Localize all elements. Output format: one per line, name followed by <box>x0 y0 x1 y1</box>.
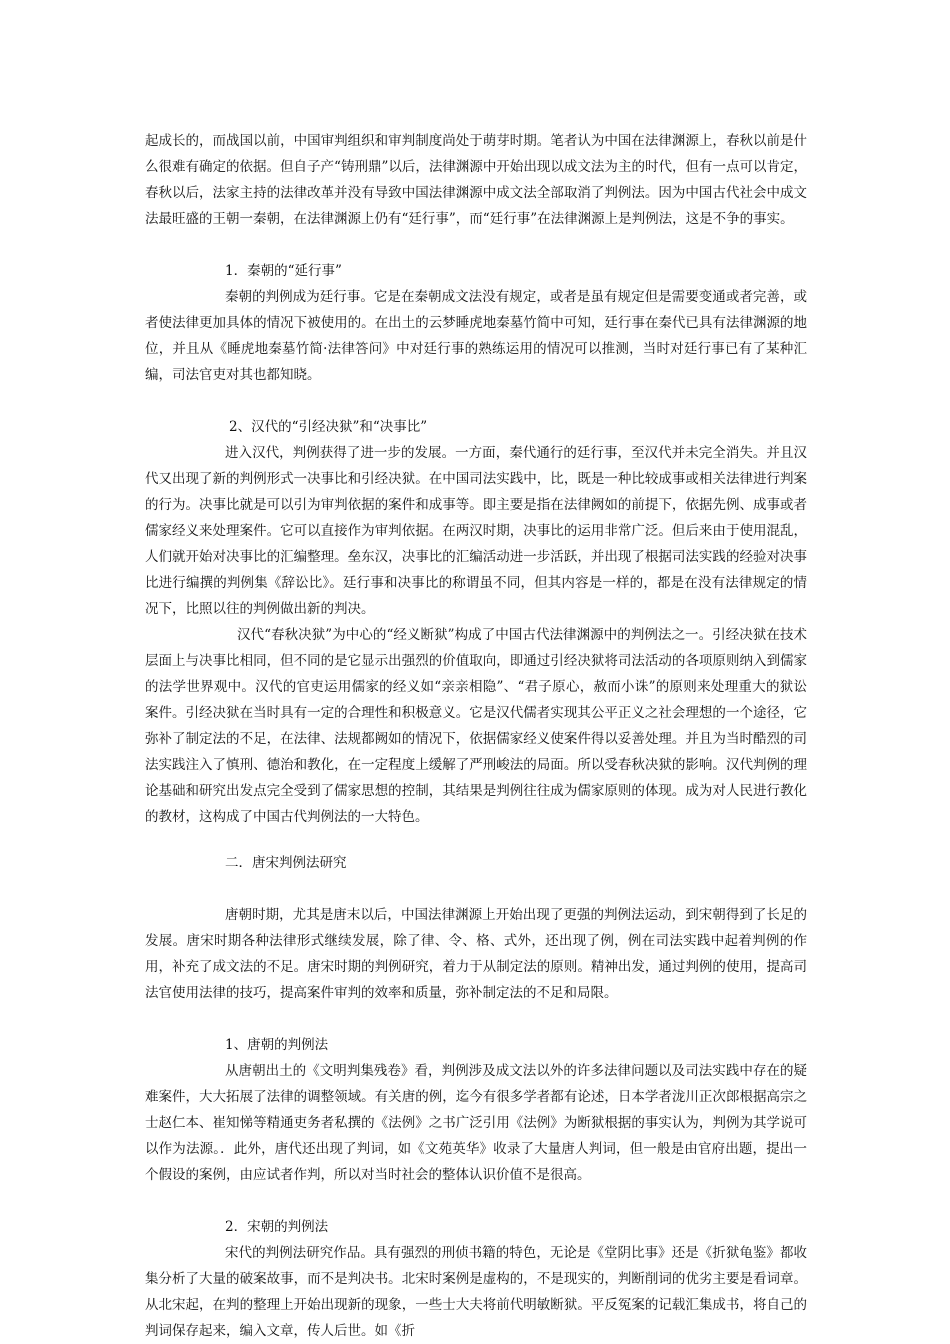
spacer <box>145 876 807 902</box>
spacer <box>145 1188 807 1214</box>
paragraph-intro: 起成长的，而战国以前，中国审判组织和审判制度尚处于萌芽时期。笔者认为中国在法律渊源上，春秋以前是什么很难有确定的依据。但自子产“铸刑鼎”以后，法律渊源中开始出现以成文法为主的时代，但有一点可以肯定，春秋以后，法家主持的法律改革并没有导致中国法律渊源中成文法全部取消了判例法。因为中国古代社会中成文法最旺盛的王朝一秦朝，在法律渊源上仍有“廷行事”，而“廷行事”在法律渊源上是判例法，这是不争的事实。 <box>145 133 807 227</box>
section-heading-han: 2、汉代的“引经决狱”和“决事比” <box>229 419 428 435</box>
spacer <box>145 232 807 258</box>
paragraph-han-1: 进入汉代，判例获得了进一步的发展。一方面，秦代通行的廷行事，至汉代并未完全消失。并且汉代又出现了新的判例形式一决事比和引经决狱。在中国司法实践中，比，既是一种比较成事或相关法律进行判案的行为。决事比就是可以引为审判依据的案件和成事等。即主要是指在法律阙如的前提下，依据先例、成事或者儒家经义来处理案件。它可以直接作为审判依据。在两汉时期，决事比的运用非常广泛。但后来由于使用混乱，人们就开始对决事比的汇编整理。垒东汉，决事比的汇编活动进一步活跃，并出现了根据司法实践的经验对决事比进行编撰的判例集《辞讼比》。廷行事和决事比的称谓虽不同，但其内容是一样的，都是在没有法律规定的情况下，比照以往的判例做出新的判决。 <box>145 445 807 617</box>
paragraph-qin: 秦朝的判例成为廷行事。它是在秦朝成文法没有规定，或者是虽有规定但是需要变通或者完善，或者使法律更加具体的情况下被使用的。在出土的云梦睡虎地秦墓竹简中可知，廷行事在秦代已具有法律渊源的地位，并且从《睡虎地秦墓竹简·法律答问》中对廷行事的熟练运用的情况可以推测，当时对廷行事已有了某种汇编，司法官吏对其也都知晓。 <box>145 289 807 383</box>
paragraph-han-2: 汉代“春秋决狱”为中心的“经义断狱”构成了中国古代法律渊源中的判例法之一。引经决狱在技术层面上与决事比相同，但不同的是它显示出强烈的价值取向，即通过引经决狱将司法活动的各项原则纳入到儒家的法学世界观中。汉代的官吏运用儒家的经义如“亲亲相隐”、“君子原心，赦而小诛”的原则来处理重大的狱讼案件。引经决狱在当时具有一定的合理性和积极意义。它是汉代儒者实现其公平正义之社会理想的一个途径，它弥补了制定法的不足，在法律、法规都阙如的情况下，依据儒家经义使案件得以妥善处理。并且为当时酷烈的司法实践注入了慎刑、德治和教化，在一定程度上缓解了严刑峻法的局面。所以受春秋决狱的影响。汉代判例的理论基础和研究出发点完全受到了儒家思想的控制，其结果是判例往往成为儒家原则的体现。成为对人民进行教化的教材，这构成了中国古代判例法的一大特色。 <box>145 627 807 825</box>
spacer <box>145 388 807 414</box>
section-heading-song: 2．宋朝的判例法 <box>225 1219 329 1235</box>
chapter-heading-tangsong: 二．唐宋判例法研究 <box>225 855 347 871</box>
paragraph-tang: 从唐朝出土的《文明判集残卷》看，判例涉及成文法以外的许多法律问题以及司法实践中存在的疑难案件，大大拓展了法律的调整领域。有关唐的例，迄今有很多学者都有论述，日本学者泷川正次郎根据高宗之士赵仁本、崔知悌等精通吏务者私撰的《法例》之书广泛引用《法例》为断狱根据的事实认为，判例为其学说可以作为法源。．此外，唐代还出现了判词，如《文苑英华》收录了大量唐人判词，但一般是由官府出题，提出一个假设的案例，由应试者作判，所以对当时社会的整体认识价值不是很高。 <box>145 1063 807 1183</box>
paragraph-tangsong: 唐朝时期，尤其是唐末以后，中国法律渊源上开始出现了更强的判例法运动，到宋朝得到了长足的发展。唐宋时期各种法律形式继续发展，除了律、令、格、式外，还出现了例，例在司法实践中起着判例的作用，补充了成文法的不足。唐宋时期的判例研究，着力于从制定法的原则。精神出发，通过判例的使用，提高司法官使用法律的技巧，提高案件审判的效率和质量，弥补制定法的不足和局限。 <box>145 907 807 1001</box>
document-page <box>145 128 807 1344</box>
spacer <box>145 1006 807 1032</box>
paragraph-song: 宋代的判例法研究作品。具有强烈的刑侦书籍的特色，无论是《堂阴比事》还是《折狱龟鉴》都收集分析了大量的破案故事，而不是判决书。北宋时案例是虚构的，不是现实的，判断削词的优劣主要是看词章。从北宋起，在判的整理上开始出现新的现象，一些士大夫将前代明敏断狱。平反冤案的记载汇集成书，将自己的判词保存起来，编入文章，传人后世。如《折 <box>145 1245 807 1339</box>
spacer <box>145 830 807 850</box>
section-heading-tang: 1、唐朝的判例法 <box>225 1037 329 1053</box>
section-heading-qin: 1．秦朝的“延行事” <box>225 263 342 279</box>
